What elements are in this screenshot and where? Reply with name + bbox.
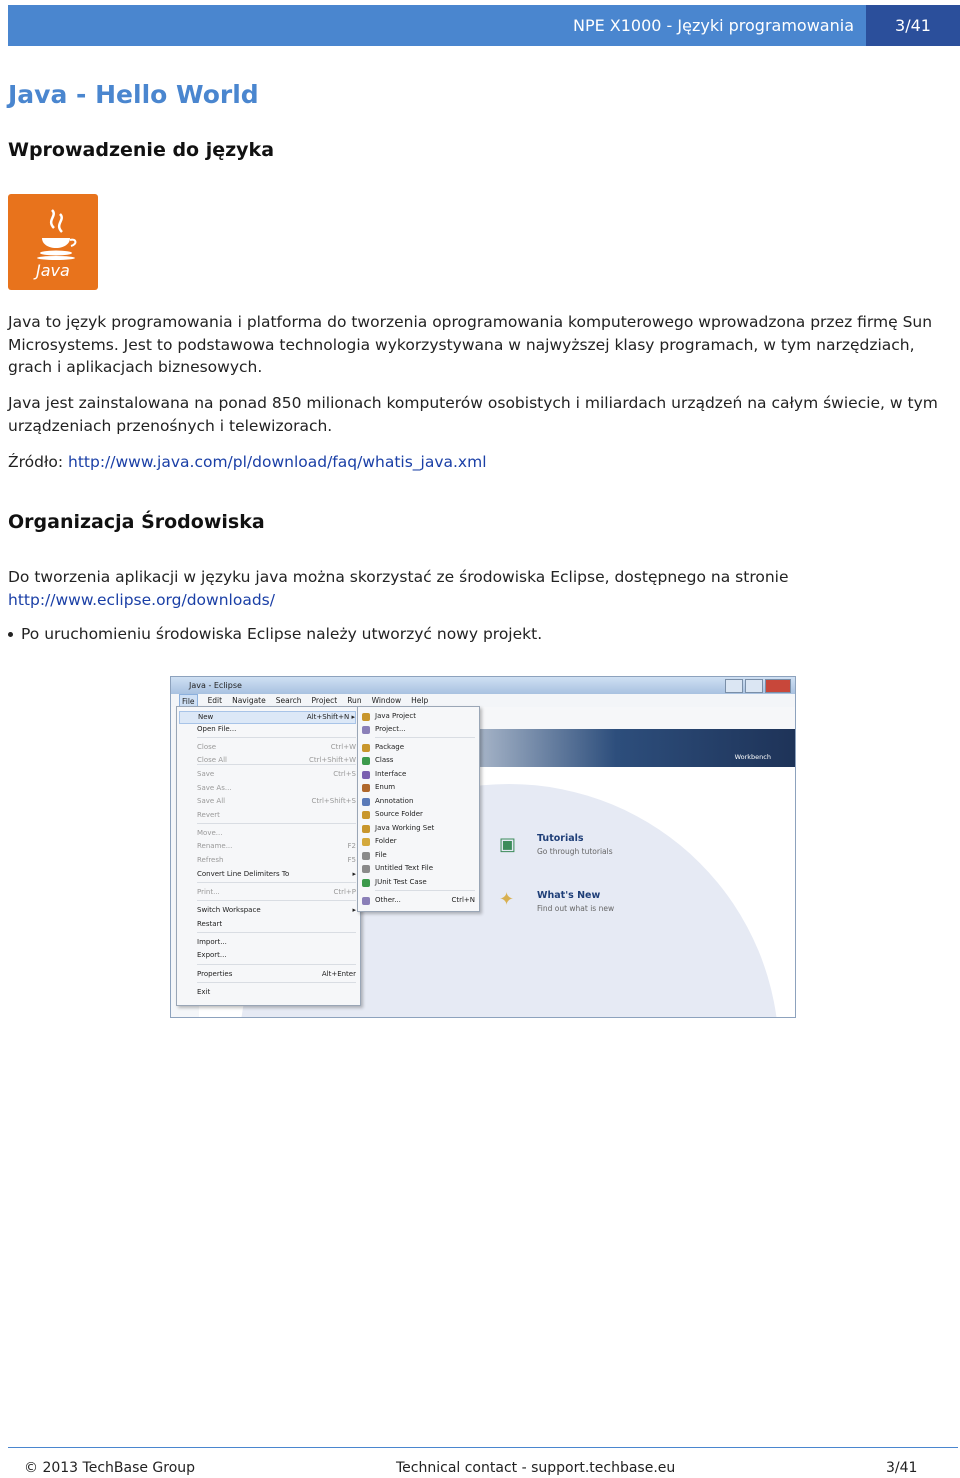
new-menu-item[interactable] — [375, 877, 475, 888]
menu-separator — [197, 964, 356, 965]
new-item-icon — [362, 865, 370, 873]
menu-separator — [375, 890, 475, 891]
whats-new-title: What's New — [537, 890, 601, 901]
new-item-icon — [362, 771, 370, 779]
whats-new-subtitle: Find out what is new — [537, 904, 615, 913]
menu-item-label: New — [198, 713, 214, 721]
java-logo — [8, 194, 98, 290]
menu-item-label: Class — [375, 756, 394, 764]
new-submenu — [357, 706, 480, 912]
menubar-item-file[interactable]: File — [179, 694, 198, 707]
tutorials-subtitle: Go through tutorials — [537, 847, 613, 856]
file-menu-item[interactable] — [197, 905, 356, 916]
new-item-icon — [362, 852, 370, 860]
menu-item-label: Source Folder — [375, 810, 423, 818]
menu-item-label: Rename... — [197, 842, 233, 850]
menubar-item-navigate[interactable]: Navigate — [232, 696, 266, 705]
menubar-item-run[interactable]: Run — [347, 696, 362, 705]
file-menu-item[interactable] — [179, 711, 356, 724]
eclipse-download-link[interactable]: http://www.eclipse.org/downloads/ — [8, 590, 275, 609]
menu-item-label: Import... — [197, 938, 227, 946]
menu-item-label: Save As... — [197, 784, 232, 792]
menu-item-shortcut: Ctrl+Shift+W — [308, 756, 356, 764]
new-menu-item[interactable] — [375, 809, 475, 820]
intro-paragraph-2: Java jest zainstalowana na ponad 850 milionach komputerów osobistych i miliardach urządzeń na całym świecie, w tym urządzeniach przenośnych i telewizorach. — [8, 394, 938, 435]
menu-item-shortcut: Ctrl+P — [333, 888, 356, 896]
menu-item-label: Other... — [375, 896, 401, 904]
menu-item-shortcut: F2 — [347, 842, 356, 850]
new-item-icon — [362, 879, 370, 887]
bullet-icon — [8, 632, 13, 637]
section-heading-intro: Wprowadzenie do języka — [8, 139, 275, 161]
menu-item-label: Untitled Text File — [375, 864, 434, 872]
menu-item-shortcut: ▸ — [352, 870, 356, 878]
menu-item-label: JUnit Test Case — [375, 878, 427, 886]
intro-paragraph-1: Java to język programowania i platforma do tworzenia oprogramowania komputerowego wprowadzona przez firmę Sun Microsystems. Jest to podstawowa technologia wykorzystywana w najwyższej klasy programach, w tym narzędziach, grach i aplikacjach biznesowych. — [8, 313, 933, 376]
file-menu-item[interactable] — [197, 742, 356, 753]
menu-item-label: Package — [375, 743, 405, 751]
file-menu-item[interactable] — [197, 950, 356, 961]
file-menu-item[interactable] — [197, 783, 356, 794]
maximize-icon — [745, 679, 763, 693]
menu-item-label: Project... — [375, 725, 406, 733]
menubar-item-window[interactable]: Window — [371, 696, 402, 705]
menu-item-label: Close — [197, 743, 217, 751]
header-page-number: 3/41 — [866, 5, 960, 46]
menu-item-shortcut: Alt+Enter — [321, 970, 356, 978]
menu-separator — [197, 900, 356, 901]
menu-separator — [197, 823, 356, 824]
menubar-item-project[interactable]: Project — [311, 696, 338, 705]
menu-item-label: Java Working Set — [375, 824, 435, 832]
new-item-icon — [362, 798, 370, 806]
menu-item-shortcut: Ctrl+Shift+S — [311, 797, 356, 805]
new-menu-item[interactable] — [375, 724, 475, 735]
menu-item-label: Annotation — [375, 797, 414, 805]
menu-item-label: Folder — [375, 837, 397, 845]
menu-item-label: Properties — [197, 970, 233, 978]
menubar-item-help[interactable]: Help — [411, 696, 429, 705]
menu-item-label: Refresh — [197, 856, 224, 864]
footer-contact: Technical contact - support.techbase.eu — [396, 1460, 676, 1476]
menu-item-label: Restart — [197, 920, 223, 928]
new-menu-item[interactable] — [375, 823, 475, 834]
new-item-icon — [362, 757, 370, 765]
menu-item-label: Switch Workspace — [197, 906, 261, 914]
menu-item-label: Move... — [197, 829, 223, 837]
new-menu-item[interactable] — [375, 895, 475, 906]
page-title: Java - Hello World — [8, 80, 259, 109]
source-link[interactable]: http://www.java.com/pl/download/faq/whatis_java.xml — [68, 453, 487, 471]
file-menu-item[interactable] — [197, 969, 356, 980]
environment-paragraph — [8, 566, 952, 611]
new-item-icon — [362, 713, 370, 721]
menubar-item-search[interactable]: Search — [275, 696, 302, 705]
menu-item-label: Java Project — [375, 712, 416, 720]
file-menu — [176, 706, 361, 1006]
header-title: NPE X1000 - Języki programowania — [572, 16, 854, 35]
menu-item-label: Save All — [197, 797, 226, 805]
file-menu-item[interactable] — [197, 855, 356, 866]
minimize-icon — [725, 679, 743, 693]
menu-item-label: Close All — [197, 756, 227, 764]
new-item-icon — [362, 897, 370, 905]
menu-separator — [197, 737, 356, 738]
file-menu-item[interactable] — [197, 769, 356, 780]
menu-item-label: Exit — [197, 988, 211, 996]
new-menu-item[interactable] — [375, 796, 475, 807]
menu-item-shortcut: ▸ — [352, 906, 356, 914]
new-item-icon — [362, 825, 370, 833]
footer-page-number: 3/41 — [886, 1460, 918, 1476]
tutorials-title: Tutorials — [537, 833, 584, 844]
new-menu-item[interactable] — [375, 711, 475, 722]
menu-item-label: Open File... — [197, 725, 237, 733]
menu-item-shortcut: Ctrl+W — [330, 743, 356, 751]
tutorials-icon: ▣ — [499, 834, 517, 855]
new-item-icon — [362, 784, 370, 792]
menu-separator — [375, 737, 475, 738]
file-menu-item[interactable] — [197, 841, 356, 852]
file-menu-item[interactable] — [197, 987, 356, 998]
eclipse-titlebar — [171, 677, 795, 694]
new-item-icon — [362, 811, 370, 819]
menu-item-label: Enum — [375, 783, 396, 791]
source-label: Źródło: — [8, 453, 69, 471]
file-menu-item[interactable] — [197, 828, 356, 839]
file-menu-item[interactable] — [197, 869, 356, 880]
menubar-item-edit[interactable]: Edit — [207, 696, 223, 705]
menu-item-label: Print... — [197, 888, 220, 896]
menu-separator — [197, 882, 356, 883]
menu-item-label: Export... — [197, 951, 227, 959]
menu-item-shortcut: Ctrl+S — [333, 770, 356, 778]
new-menu-item[interactable] — [375, 755, 475, 766]
menu-item-label: File — [375, 851, 387, 859]
page-header — [8, 5, 960, 46]
new-item-icon — [362, 726, 370, 734]
bullet-text: Po uruchomieniu środowiska Eclipse należy utworzyć nowy projekt. — [21, 625, 543, 643]
workbench-label: Workbench — [734, 753, 771, 761]
new-menu-item[interactable] — [375, 742, 475, 753]
file-menu-item[interactable] — [197, 755, 356, 766]
file-menu-item[interactable] — [197, 810, 356, 821]
section-heading-environment: Organizacja Środowiska — [8, 511, 265, 533]
new-item-icon — [362, 838, 370, 846]
menu-item-label: Revert — [197, 811, 220, 819]
menu-separator — [197, 982, 356, 983]
file-menu-item[interactable] — [197, 887, 356, 898]
menu-item-shortcut: Ctrl+N — [451, 896, 475, 904]
file-menu-item[interactable] — [197, 796, 356, 807]
menu-item-label: Interface — [375, 770, 407, 778]
whats-new-icon: ✦ — [499, 889, 515, 910]
menu-item-shortcut: F5 — [347, 856, 356, 864]
java-logo-text: Java — [36, 261, 70, 280]
new-item-icon — [362, 744, 370, 752]
menu-item-label: Convert Line Delimiters To — [197, 870, 290, 878]
file-menu-item[interactable] — [197, 937, 356, 948]
new-menu-item[interactable] — [375, 836, 475, 847]
source-line — [8, 451, 952, 474]
close-icon — [765, 679, 791, 693]
new-menu-item[interactable] — [375, 850, 475, 861]
footer-copyright: © 2013 TechBase Group — [24, 1460, 196, 1476]
file-menu-item[interactable] — [197, 919, 356, 930]
eclipse-window-title: Java - Eclipse — [189, 681, 242, 690]
eclipse-screenshot — [170, 676, 796, 1018]
file-menu-item[interactable] — [197, 724, 356, 735]
new-menu-item[interactable] — [375, 782, 475, 793]
window-buttons — [725, 679, 791, 693]
footer-rule — [8, 1447, 958, 1448]
java-cup-icon — [8, 194, 98, 290]
new-menu-item[interactable] — [375, 863, 475, 874]
menu-separator — [197, 932, 356, 933]
menu-item-label: Save — [197, 770, 215, 778]
new-menu-item[interactable] — [375, 769, 475, 780]
bullet-item — [8, 625, 542, 643]
menu-item-shortcut: Alt+Shift+N ▸ — [306, 713, 355, 721]
environment-text: Do tworzenia aplikacji w języku java można skorzystać ze środowiska Eclipse, dostępnego na stronie — [8, 568, 789, 586]
